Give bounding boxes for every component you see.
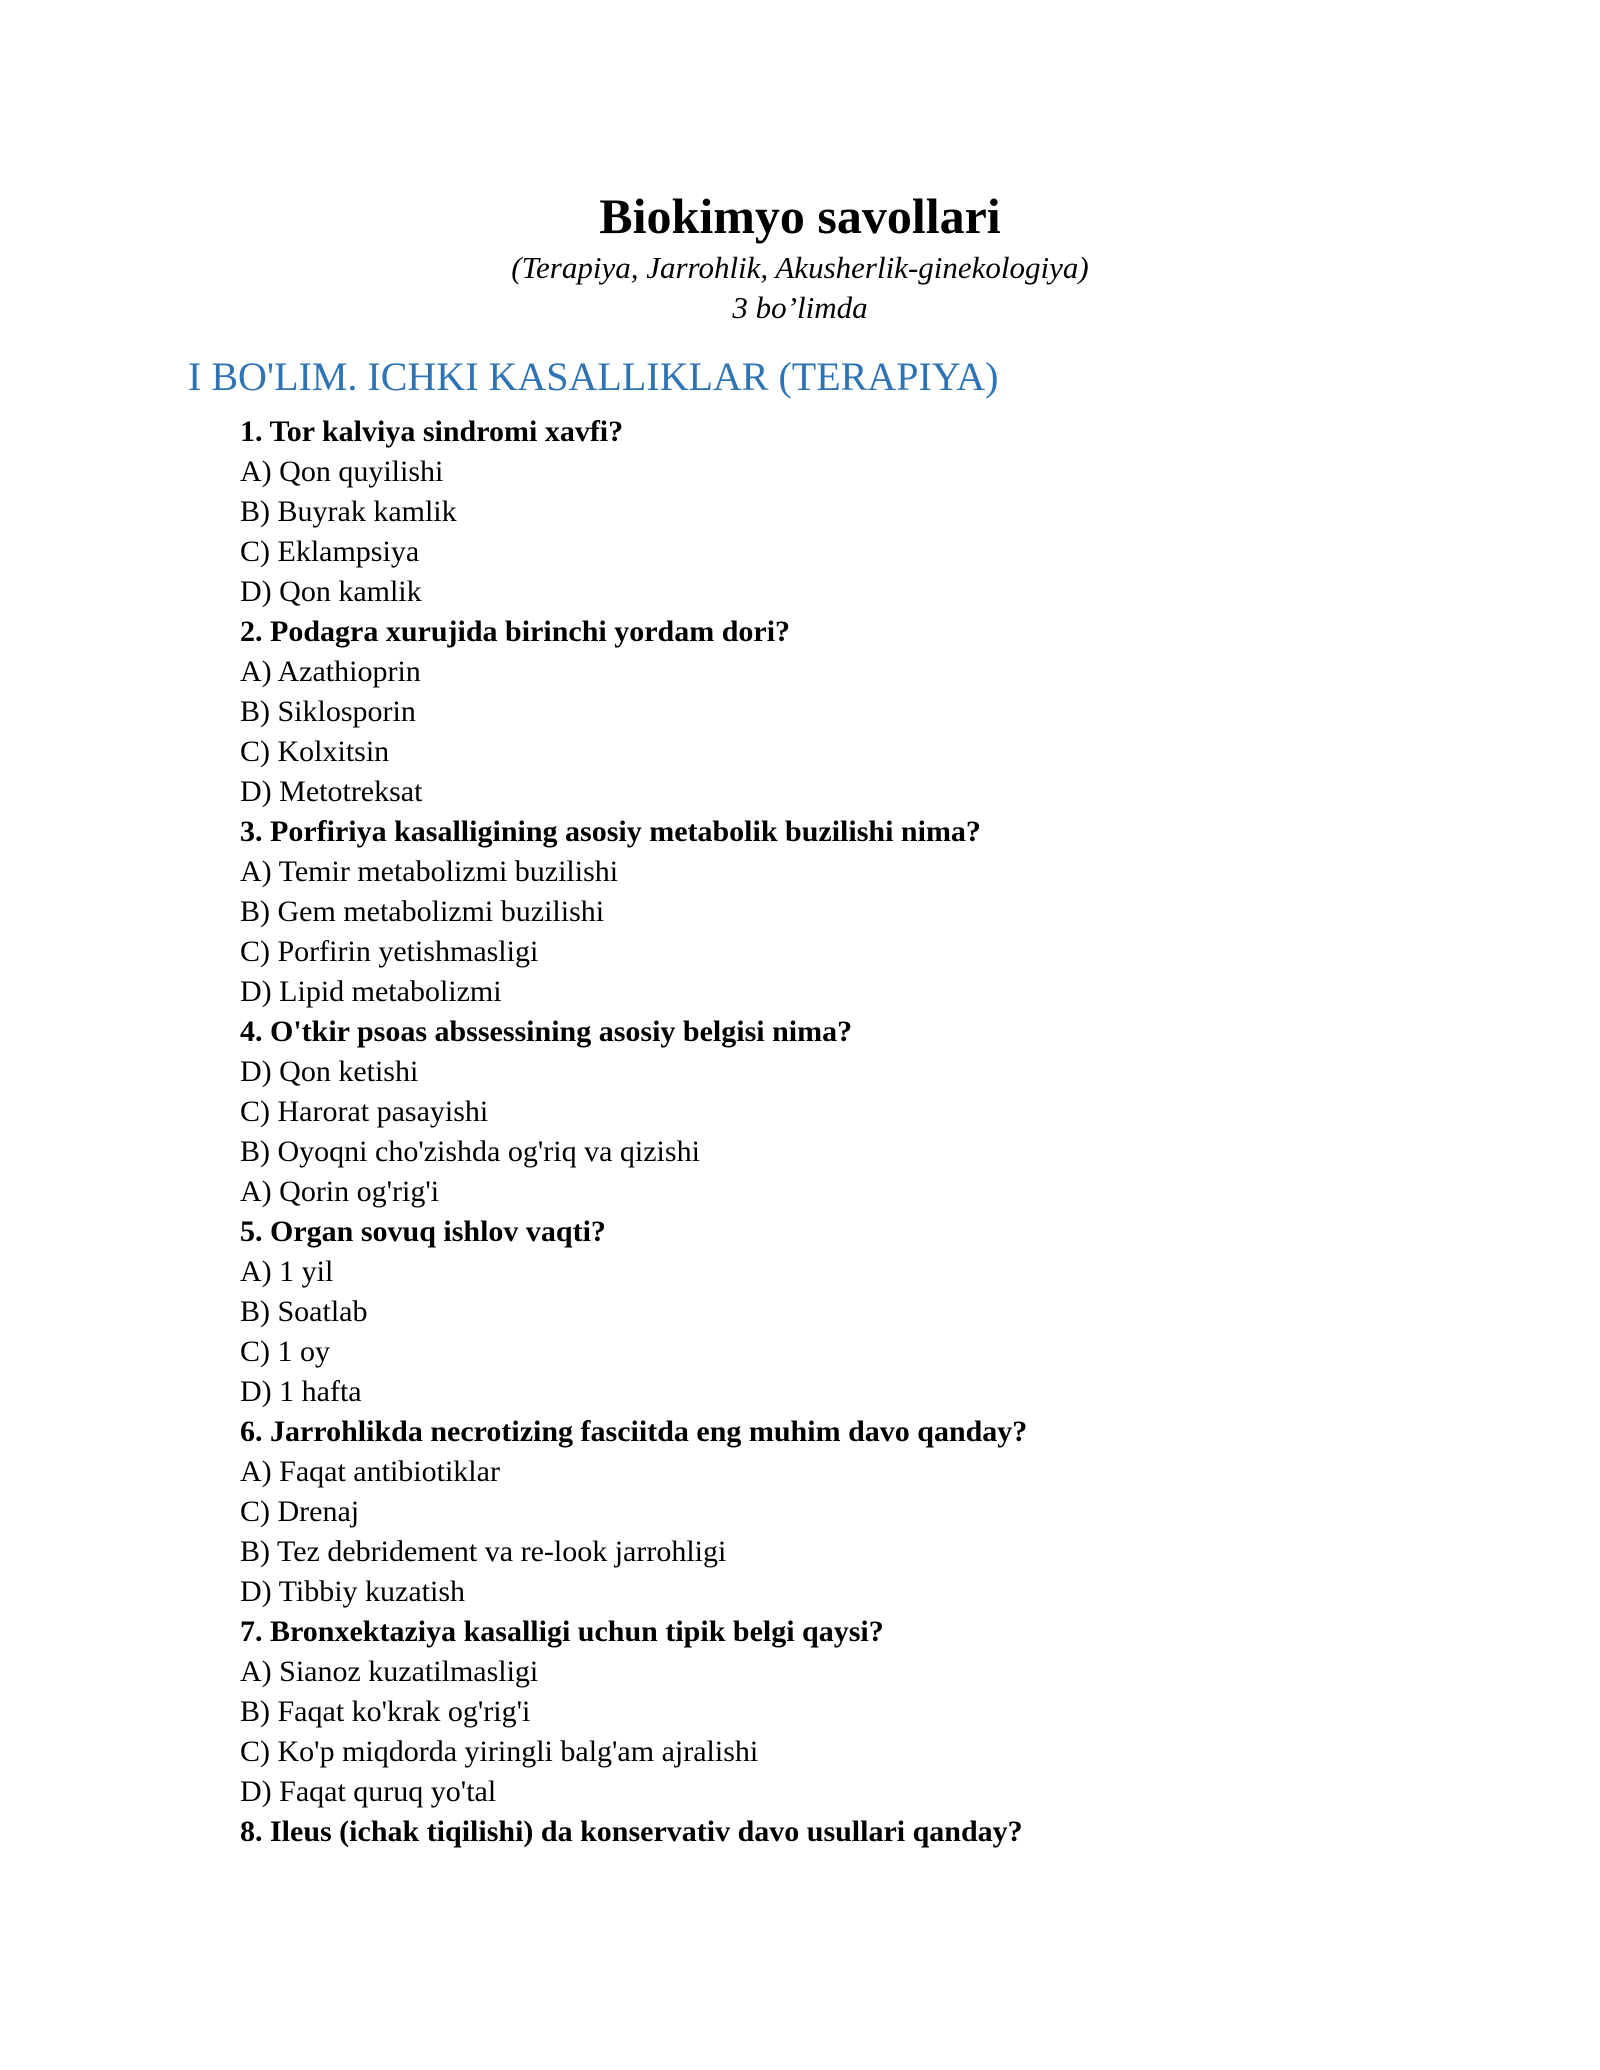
answer-option: B) Faqat ko'krak og'rig'i	[240, 1695, 531, 1728]
question-item	[240, 1212, 1540, 1412]
section-heading: I BO'LIM. ICHKI KASALLIKLAR (TERAPIYA)	[188, 354, 999, 399]
answer-option: B) Gem metabolizmi buzilishi	[240, 895, 605, 928]
answer-option: D) Faqat quruq yo'tal	[240, 1775, 497, 1808]
document-subtitle-specialties: (Terapiya, Jarrohlik, Akusherlik-ginekologiya)	[511, 250, 1089, 285]
answer-option: A) 1 yil	[240, 1255, 334, 1288]
answer-option: B) Soatlab	[240, 1295, 368, 1328]
question-text: 5. Organ sovuq ishlov vaqti?	[240, 1215, 606, 1248]
question-list	[240, 412, 1540, 1852]
answer-option: A) Sianoz kuzatilmasligi	[240, 1655, 539, 1688]
question-text: 2. Podagra xurujida birinchi yordam dori?	[240, 615, 791, 648]
answer-option: A) Qorin og'rig'i	[240, 1175, 440, 1208]
answer-option: C) Kolxitsin	[240, 735, 390, 768]
answer-option: C) Ko'p miqdorda yiringli balg'am ajralishi	[240, 1735, 759, 1768]
answer-option: B) Oyoqni cho'zishda og'riq va qizishi	[240, 1135, 700, 1168]
answer-option: C) Drenaj	[240, 1495, 360, 1528]
answer-option: B) Siklosporin	[240, 695, 416, 728]
document-title: Biokimyo savollari	[599, 188, 1001, 244]
answer-option: B) Buyrak kamlik	[240, 495, 457, 528]
answer-option: C) 1 oy	[240, 1335, 330, 1368]
answer-option: D) Qon kamlik	[240, 575, 422, 608]
question-item	[240, 612, 1540, 812]
question-item	[240, 1412, 1540, 1612]
question-item	[240, 412, 1540, 612]
answer-option: C) Porfirin yetishmasligi	[240, 935, 539, 968]
answer-option: D) Tibbiy kuzatish	[240, 1575, 466, 1608]
answer-option: C) Harorat pasayishi	[240, 1095, 489, 1128]
question-item	[240, 1612, 1540, 1812]
question-text: 8. Ileus (ichak tiqilishi) da konservativ davo usullari qanday?	[240, 1815, 1023, 1848]
answer-option: D) 1 hafta	[240, 1375, 362, 1408]
answer-option: B) Tez debridement va re-look jarrohligi	[240, 1535, 727, 1568]
question-item	[240, 1812, 1540, 1852]
question-item	[240, 1012, 1540, 1212]
answer-option: D) Lipid metabolizmi	[240, 975, 502, 1008]
answer-option: A) Qon quyilishi	[240, 455, 444, 488]
answer-option: A) Faqat antibiotiklar	[240, 1455, 500, 1488]
document-subtitle-sections: 3 bo’limda	[732, 290, 868, 325]
answer-option: A) Temir metabolizmi buzilishi	[240, 855, 619, 888]
answer-option: A) Azathioprin	[240, 655, 421, 688]
answer-option: D) Metotreksat	[240, 775, 423, 808]
answer-option: D) Qon ketishi	[240, 1055, 419, 1088]
question-text: 3. Porfiriya kasalligining asosiy metabolik buzilishi nima?	[240, 815, 981, 848]
question-text: 4. O'tkir psoas abssessining asosiy belgisi nima?	[240, 1015, 853, 1048]
question-text: 1. Tor kalviya sindromi xavfi?	[240, 415, 624, 448]
question-text: 6. Jarrohlikda necrotizing fasciitda eng muhim davo qanday?	[240, 1415, 1028, 1448]
answer-option: C) Eklampsiya	[240, 535, 420, 568]
question-text: 7. Bronxektaziya kasalligi uchun tipik belgi qaysi?	[240, 1615, 884, 1648]
question-item	[240, 812, 1540, 1012]
